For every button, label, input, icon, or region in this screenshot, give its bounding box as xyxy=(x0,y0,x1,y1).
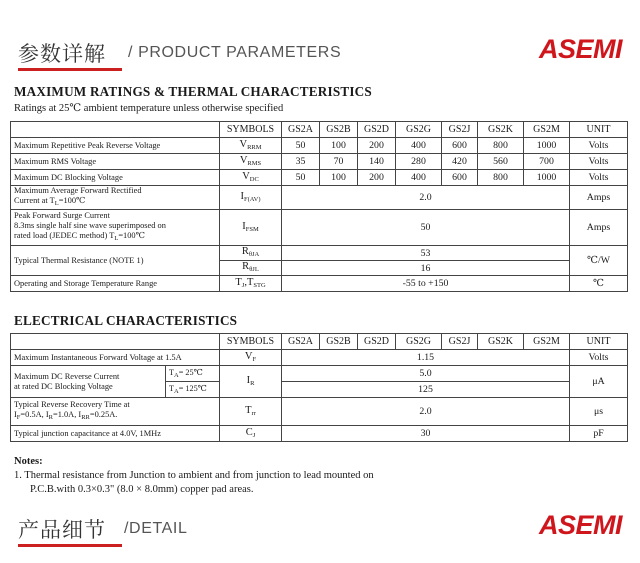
symbol: $V_{DC}$ xyxy=(220,170,282,186)
table-row: Typical junction capacitance at 4.0V, 1MHz $C_J$ 30 pF xyxy=(11,426,628,442)
symbol: $I_{F(AV)}$ xyxy=(220,186,282,210)
max-ratings-subtitle: Ratings at 25℃ ambient temperature unless otherwise specified xyxy=(14,103,284,114)
col-gs2b: GS2B xyxy=(320,122,358,138)
condition-label: $T_A=$ 125℃ xyxy=(166,382,220,398)
col-gs2m: GS2M xyxy=(524,122,570,138)
col-unit: UNIT xyxy=(570,334,628,350)
notes xyxy=(14,455,374,497)
param-label: Maximum Instantaneous Forward Voltage at 1.5A xyxy=(11,350,220,366)
symbol: $I_R$ xyxy=(220,366,282,398)
symbol: $T_{rr}$ xyxy=(220,398,282,426)
table-row: Maximum RMS Voltage $V_{RMS}$ 35 70 140 280 420 560 700 Volts xyxy=(11,154,628,170)
col-gs2d: GS2D xyxy=(358,334,396,350)
notes-title: Notes: xyxy=(14,456,43,467)
col-gs2j: GS2J xyxy=(442,334,478,350)
note-line: 1. Thermal resistance from Junction to ambient and from junction to lead mounted on xyxy=(14,470,374,481)
col-gs2j: GS2J xyxy=(442,122,478,138)
table-row: Maximum Repetitive Peak Reverse Voltage $V_{RRM}$ 50 100 200 400 600 800 1000 Volts xyxy=(11,138,628,154)
symbol: $C_J$ xyxy=(220,426,282,442)
symbol: $R_{\theta JA}$ xyxy=(220,246,282,261)
param-label: Maximum DC Reverse Current at rated DC Blocking Voltage xyxy=(11,366,166,398)
symbol: $V_{RMS}$ xyxy=(220,154,282,170)
table-row: Peak Forward Surge Current 8.3ms single half sine wave superimposed on rated load (JEDEC method) $T_L=100℃$ $I_{FSM}$ 50 Amps xyxy=(11,210,628,246)
param-label: Typical Reverse Recovery Time at $I_F=0.5A$, $I_R=1.0A$, $I_{RR}=0.25A$. xyxy=(11,398,220,426)
asemi-logo: ASEMI xyxy=(538,34,622,64)
header-underline xyxy=(18,544,122,547)
col-gs2a: GS2A xyxy=(282,334,320,350)
symbol: $T_J,T_{STG}$ xyxy=(220,276,282,292)
table-header-row xyxy=(11,334,628,350)
col-unit: UNIT xyxy=(570,122,628,138)
table-row: Maximum Instantaneous Forward Voltage at 1.5A $V_F$ 1.15 Volts xyxy=(11,350,628,366)
table-row: Typical Reverse Recovery Time at $I_F=0.5A$, $I_R=1.0A$, $I_{RR}=0.25A$. $T_{rr}$ 2.0 μs xyxy=(11,398,628,426)
col-gs2g: GS2G xyxy=(396,122,442,138)
col-gs2m: GS2M xyxy=(524,334,570,350)
header-title-cn: 产品细节 xyxy=(18,518,106,542)
col-gs2k: GS2K xyxy=(478,122,524,138)
symbol: $V_{RRM}$ xyxy=(220,138,282,154)
col-gs2b: GS2B xyxy=(320,334,358,350)
col-symbols: SYMBOLS xyxy=(220,122,282,138)
header-title-en: /DETAIL xyxy=(124,520,188,537)
col-gs2k: GS2K xyxy=(478,334,524,350)
param-label: Peak Forward Surge Current 8.3ms single half sine wave superimposed on rated load (JEDEC method) $T_L=100℃$ xyxy=(11,210,220,246)
table-row: Maximum Average Forward Rectified Current at $T_L=100℃$ $I_{F(AV)}$ 2.0 Amps xyxy=(11,186,628,210)
param-label: Maximum RMS Voltage xyxy=(11,154,220,170)
table-row: Operating and Storage Temperature Range $T_J,T_{STG}$ -55 to +150 ℃ xyxy=(11,276,628,292)
col-symbols: SYMBOLS xyxy=(220,334,282,350)
electrical-table xyxy=(10,333,628,442)
table-row: Typical Thermal Resistance (NOTE 1) $R_{\theta JA}$ 53 ℃/W xyxy=(11,246,628,261)
col-gs2d: GS2D xyxy=(358,122,396,138)
table-header-row xyxy=(11,122,628,138)
condition-label: $T_A=$ 25℃ xyxy=(166,366,220,382)
note-line: P.C.B.with 0.3×0.3" (8.0 × 8.0mm) copper pad areas. xyxy=(30,484,254,495)
symbol: $V_F$ xyxy=(220,350,282,366)
header-detail xyxy=(0,510,640,558)
asemi-logo: ASEMI xyxy=(538,510,622,540)
header-underline xyxy=(18,68,122,71)
symbol: $I_{FSM}$ xyxy=(220,210,282,246)
param-label: Maximum Average Forward Rectified Current at $T_L=100℃$ xyxy=(11,186,220,210)
header-title-en: / PRODUCT PARAMETERS xyxy=(128,44,342,61)
electrical-title: ELECTRICAL CHARACTERISTICS xyxy=(14,313,238,328)
table-row: Maximum DC Reverse Current at rated DC Blocking Voltage $T_A=$ 25℃ $I_R$ 5.0 μA xyxy=(11,366,628,382)
param-label: Typical junction capacitance at 4.0V, 1MHz xyxy=(11,426,220,442)
param-label: Maximum DC Blocking Voltage xyxy=(11,170,220,186)
symbol: $R_{\theta JL}$ xyxy=(220,261,282,276)
max-ratings-table xyxy=(10,121,628,292)
param-label: Operating and Storage Temperature Range xyxy=(11,276,220,292)
table-row: $T_A=$ 125℃ 125 xyxy=(11,382,628,398)
param-label: Maximum Repetitive Peak Reverse Voltage xyxy=(11,138,220,154)
col-gs2a: GS2A xyxy=(282,122,320,138)
col-gs2g: GS2G xyxy=(396,334,442,350)
param-label: Typical Thermal Resistance (NOTE 1) xyxy=(11,246,220,276)
header-title-cn: 参数详解 xyxy=(18,42,106,66)
table-row: Maximum DC Blocking Voltage $V_{DC}$ 50 100 200 400 600 800 1000 Volts xyxy=(11,170,628,186)
table-row: $R_{\theta JL}$ 16 xyxy=(11,261,628,276)
max-ratings-title: MAXIMUM RATINGS & THERMAL CHARACTERISTICS xyxy=(14,84,372,99)
header-product-parameters xyxy=(0,34,640,82)
